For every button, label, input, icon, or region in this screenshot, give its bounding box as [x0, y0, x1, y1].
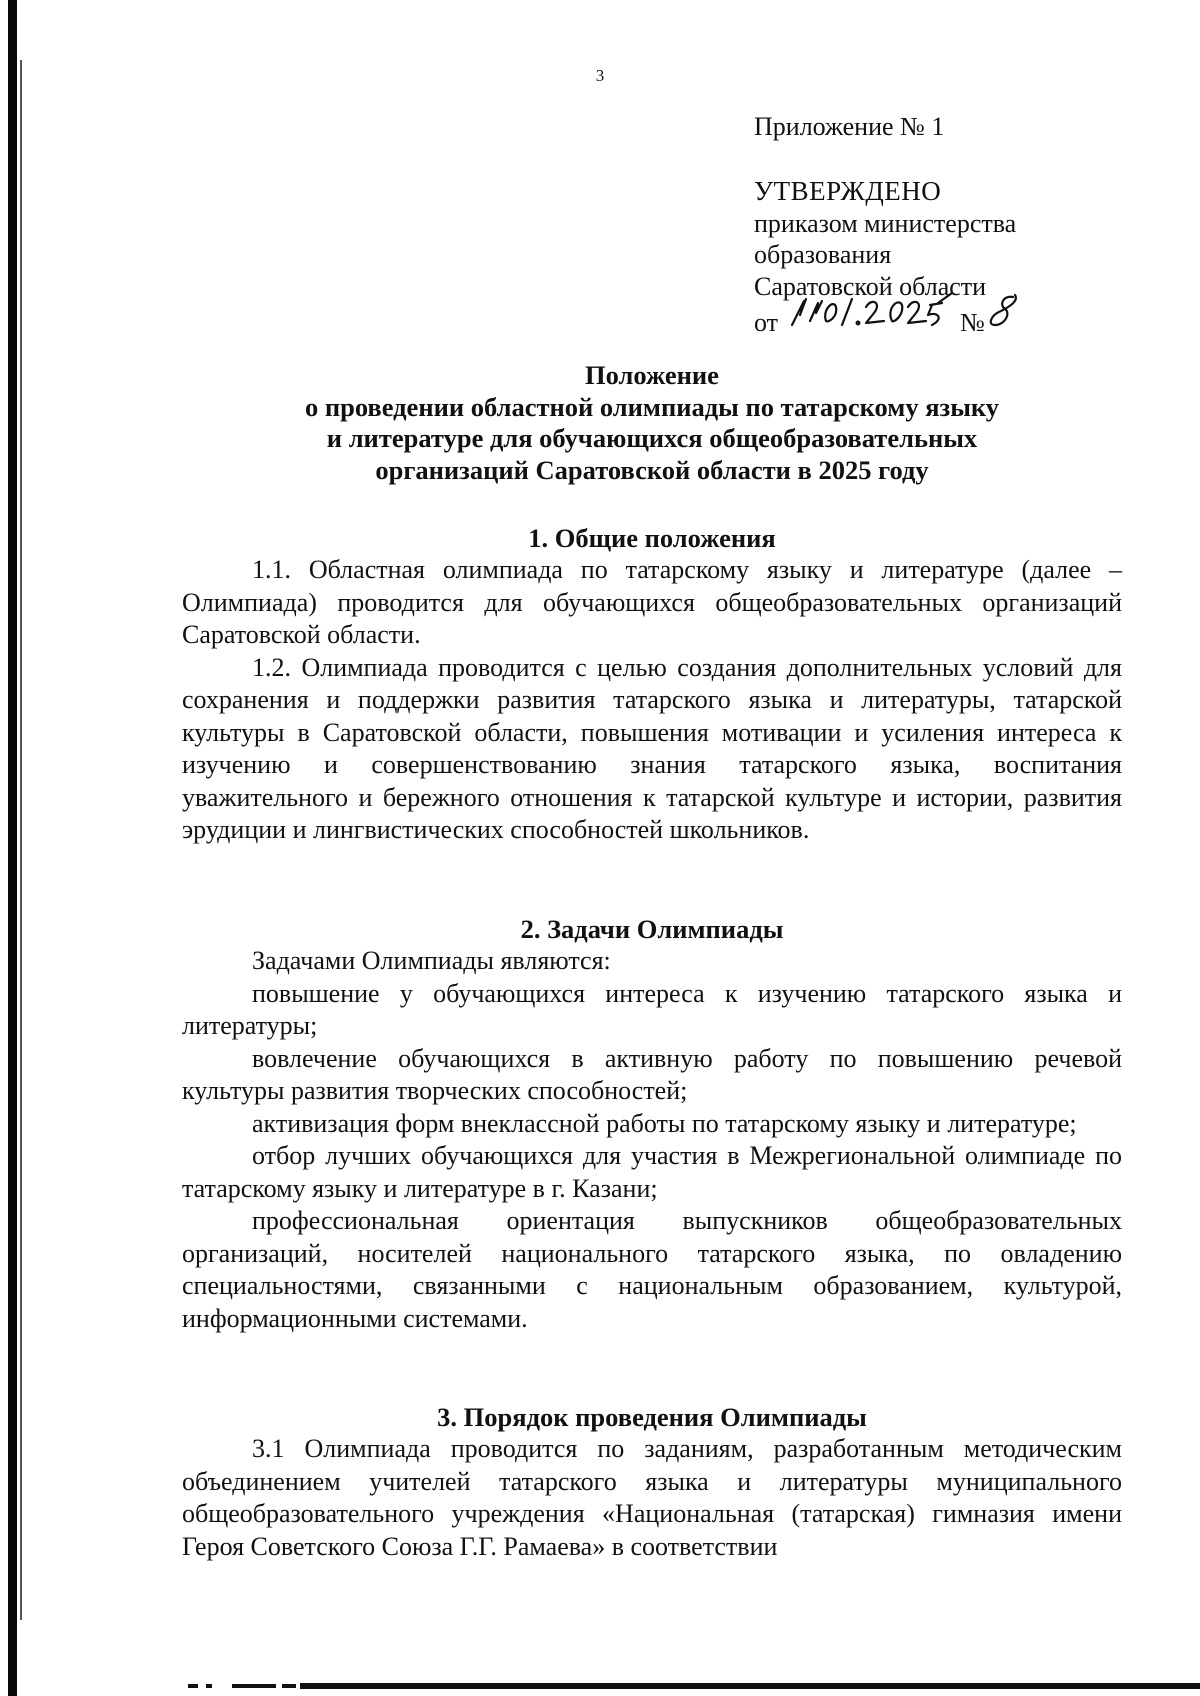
approval-stamp-block: [754, 176, 1025, 338]
section-heading: 1. Общие положения: [528, 523, 776, 553]
appendix-label: Приложение № 1: [754, 112, 945, 141]
handwritten-date-signature: [788, 291, 956, 339]
approval-line-2: образования: [754, 240, 892, 269]
approved-label: УТВЕРЖДЕНО: [754, 176, 942, 206]
approval-line-3: Саратовской области: [754, 271, 987, 301]
page-number: 3: [595, 66, 605, 85]
paragraph: 1.2. Олимпиада проводится с целью создания дополнительных условий для сохранения и поддержки развития татарского языка и литературы, татарской культуры в Саратовской области, повышения мотивации и усиления интереса к изучению и совершенствованию знания татарского языка, воспитания уважительного и бережного отношения к татарской культуре и истории, развития эрудиции и лингвистических способностей школьников.: [182, 652, 1122, 844]
document-title: [172, 360, 1132, 486]
paragraph: повышение у обучающихся интереса к изучению татарского языка и литературы;: [182, 978, 1122, 1040]
scan-left-line: [20, 60, 22, 1620]
paragraph: 3.1 Олимпиада проводится по заданиям, разработанным методическим объединением учителей татарского языка и литературы муниципального общеобразовательного учреждения «Национальная (татарская) гимназия имени Героя Советского Союза Г.Г. Рамаева» в соответствии: [182, 1434, 1122, 1561]
scan-bottom-dash: [206, 1684, 212, 1688]
scan-left-edge: [8, 0, 17, 1696]
paragraph: Задачами Олимпиады являются:: [252, 946, 611, 975]
scan-bottom-dash: [188, 1684, 198, 1688]
title-line-1: Положение: [585, 360, 719, 390]
paragraph: отбор лучших обучающихся для участия в Межрегиональной олимпиаде по татарскому языку и литературе в г. Казани;: [182, 1141, 1122, 1203]
paragraph: вовлечение обучающихся в активную работу по повышению речевой культуры развития творческих способностей;: [182, 1043, 1122, 1105]
scan-bottom-dash: [232, 1684, 276, 1688]
section-olympiad-tasks: [182, 913, 1122, 1335]
scan-bottom-dash: [282, 1684, 296, 1688]
approval-date-line: [754, 302, 1025, 338]
title-line-2: о проведении областной олимпиады по татарскому языку: [304, 391, 1000, 422]
section-heading: 2. Задачи Олимпиады: [520, 914, 784, 944]
scan-bottom-edge: [300, 1683, 1200, 1689]
paragraph: активизация форм внеклассной работы по татарскому языку и литературе;: [252, 1108, 1077, 1138]
section-procedure: [182, 1401, 1122, 1563]
paragraph: 1.1. Областная олимпиада по татарскому языку и литературе (далее – Олимпиада) проводится для обучающихся общеобразовательных организаций Саратовской области.: [182, 555, 1122, 649]
approval-line-1: приказом министерства: [754, 208, 1017, 238]
section-general-provisions: [182, 522, 1122, 847]
paragraph: профессиональная ориентация выпускников общеобразовательных организаций, носителей национального татарского языка, по овладению специальностями, связанными с национальным образованием, культурой, информационными системами.: [182, 1206, 1122, 1333]
section-heading: 3. Порядок проведения Олимпиады: [437, 1402, 867, 1432]
title-line-4: организаций Саратовской области в 2025 году: [375, 454, 929, 485]
title-line-3: и литературе для обучающихся общеобразовательных: [326, 423, 978, 453]
handwritten-number-signature: [985, 291, 1025, 339]
date-prefix: от: [754, 307, 779, 337]
number-prefix: №: [960, 307, 985, 337]
